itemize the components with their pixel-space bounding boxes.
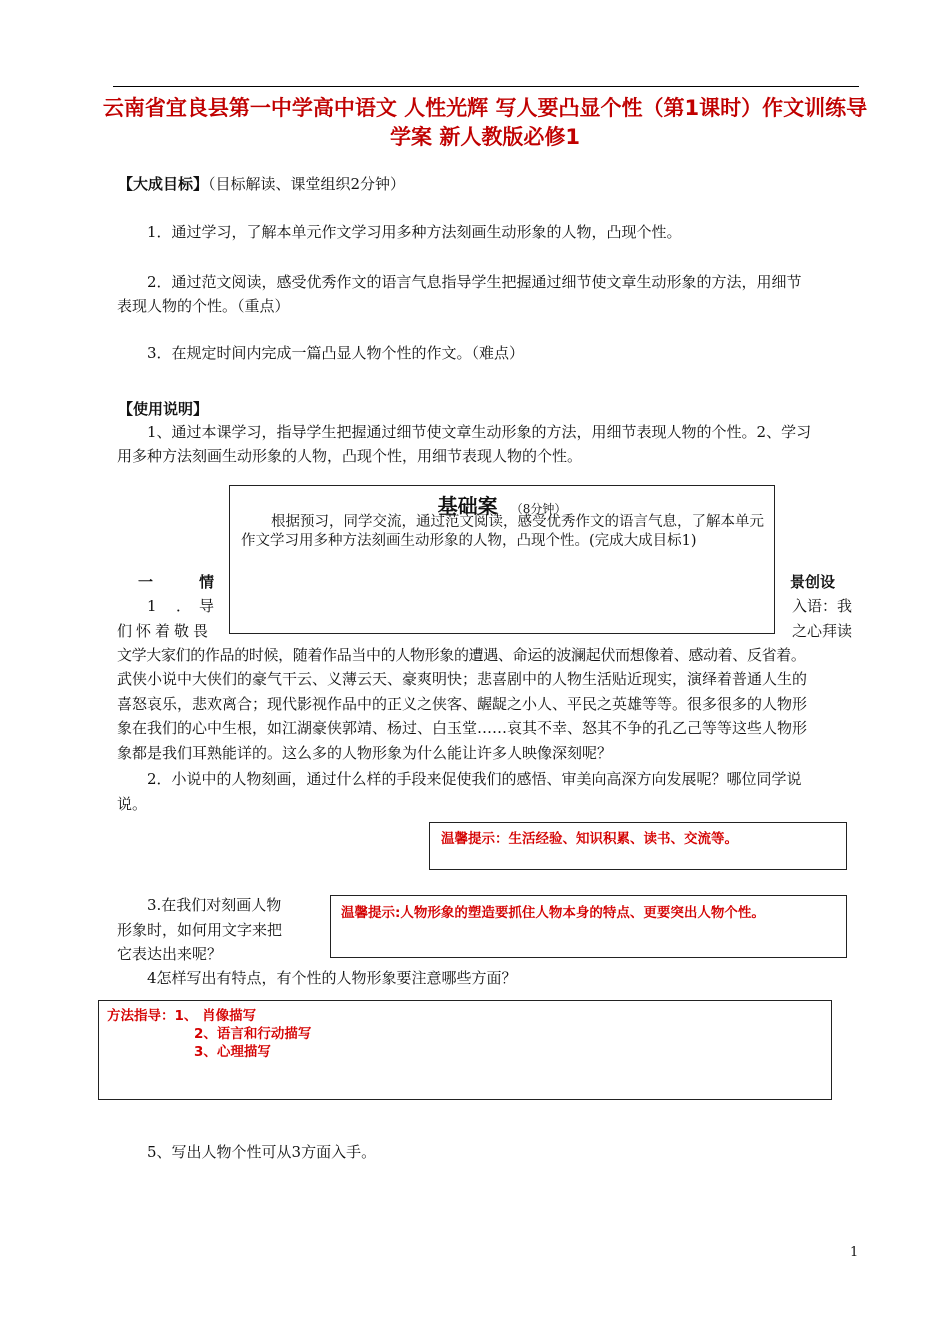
question-3-line3: 它表达出来呢？: [117, 945, 223, 963]
section1-l4: 文学大家们的作品的时候，随着作品当中的人物形象的遭遇、命运的波澜起伏而想像着、感动着、反省着。: [117, 646, 806, 664]
usage-line-2: 用多种方法刻画生动形象的人物，凸现个性，用细节表现人物的个性。: [117, 447, 583, 465]
page-number: 1: [850, 1245, 859, 1260]
tip-1-text: 温馨提示：生活经验、知识积累、读书、交流等。: [441, 831, 738, 847]
section1-l2-c: 导: [199, 597, 215, 615]
method-item-3: 3、心理描写: [194, 1044, 271, 1060]
method-item-1: 1、 肖像描写: [174, 1008, 257, 1024]
section1-heading-2: 情: [199, 573, 215, 591]
goals-heading: [118, 172, 405, 197]
tip-box-1: [429, 822, 847, 870]
section1-l3-right: 之心拜读: [792, 622, 853, 640]
goal-item-2-line2: 表现人物的个性。（重点）: [117, 297, 290, 315]
section1-heading-1: 一: [138, 573, 154, 591]
question-2-line1: 2．小说中的人物刻画，通过什么样的手段来促使我们的感悟、审美向高深方向发展呢？哪位同学说: [147, 770, 802, 788]
tip-2-text: 温馨提示:人物形象的塑造要抓住人物本身的特点、更要突出人物个性。: [341, 905, 765, 921]
goal-item-3: 3．在规定时间内完成一篇凸显人物个性的作文。（难点）: [147, 344, 525, 362]
question-3-line2: 形象时，如何用文字来把: [117, 921, 283, 939]
section1-l8: 象都是我们耳熟能详的。这么多的人物形象为什么能让许多人映像深刻呢？: [117, 744, 613, 762]
basic-box-title: 基础案: [437, 494, 498, 518]
method-item-2: 2、语言和行动描写: [194, 1026, 312, 1042]
section1-l6: 喜怒哀乐，悲欢离合；现代影视作品中的正义之侠客、龌龊之小人、平民之英雄等等。很多很多的人物形: [117, 695, 808, 713]
question-2-line2: 说。: [117, 795, 148, 813]
method-guide-box: [98, 1000, 832, 1100]
section1-l2-right: 入语：我: [792, 597, 853, 615]
header-rule: [113, 86, 859, 87]
goals-header-note: （目标解读、课堂组织2分钟）: [208, 175, 406, 193]
question-5: 5、写出人物个性可从3方面入手。: [147, 1143, 377, 1161]
method-label: 方法指导：: [107, 1008, 175, 1024]
usage-header: 【使用说明】: [118, 400, 209, 418]
goal-item-2-line1: 2．通过范文阅读，感受优秀作文的语言气息指导学生把握通过细节使文章生动形象的方法，用细节: [147, 273, 802, 291]
section1-l7: 象在我们的心中生根，如江湖豪侠郭靖、杨过、白玉堂……哀其不幸、怒其不争的孔乙己等等这些人物形: [117, 719, 808, 737]
tip-box-2: [330, 895, 847, 958]
goal-item-1: 1．通过学习，了解本单元作文学习用多种方法刻画生动形象的人物，凸现个性。: [147, 223, 682, 241]
goals-header: 【大成目标】: [118, 175, 209, 193]
section1-heading-right: 景创设: [790, 573, 836, 591]
basic-box-body: 根据预习，同学交流，通过范文阅读，感受优秀作文的语言气息，了解本单元作文学习用多种方法刻画生动形象的人物，凸现个性。(完成大成目标1): [241, 514, 764, 549]
question-4: 4怎样写出有特点，有个性的人物形象要注意哪些方面？: [147, 969, 517, 987]
page-title: 云南省宜良县第一中学高中语文 人性光辉 写人要凸显个性（第1课时）作文训练导学案 新人教版必修1: [102, 96, 868, 149]
question-3-line1: 3.在我们对刻画人物: [147, 896, 282, 914]
section1-l2-b: ．: [176, 597, 192, 615]
section1-l5: 武侠小说中大侠们的豪气干云、义薄云天、豪爽明快；悲喜剧中的人物生活贴近现实，演绎着普通人生的: [117, 670, 808, 688]
basic-section-box: [229, 485, 775, 634]
usage-line-1: 1、通过本课学习，指导学生把握通过细节使文章生动形象的方法，用细节表现人物的个性。2、学习: [147, 423, 812, 441]
method-guide-label: [107, 1007, 256, 1026]
section1-l3-left: 们怀着敬畏: [117, 622, 213, 640]
basic-box-time: （8分钟）: [510, 502, 567, 516]
section1-l2-a: 1: [147, 597, 157, 615]
